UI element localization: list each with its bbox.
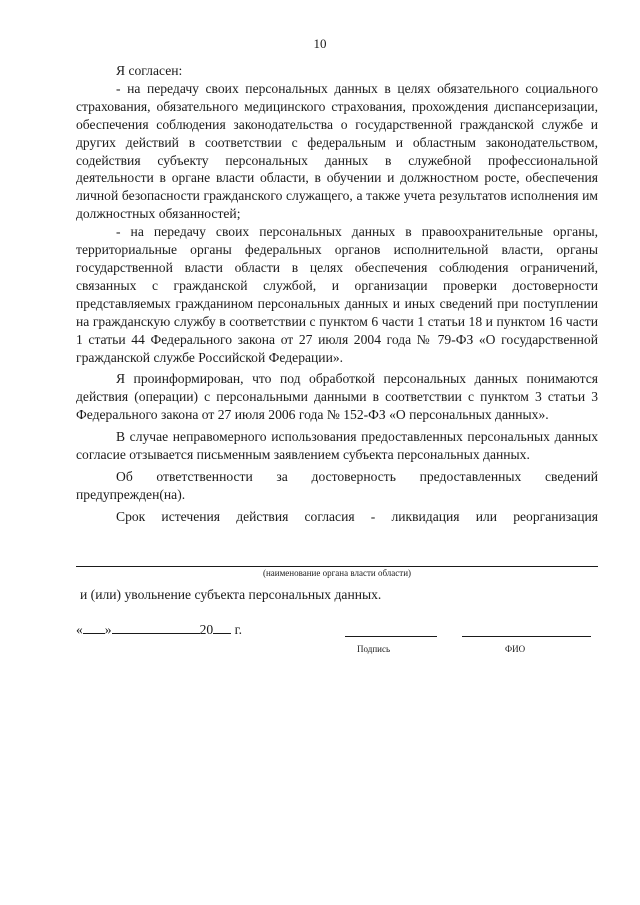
paragraph-withdrawal: В случае неправомерного использования предоставленных персональных данных согласие отзывается письменным заявлением субъекта персональных данных. (76, 429, 598, 463)
date-open-quote: « (76, 622, 83, 637)
year-suffix: г. (234, 622, 243, 637)
signature-blank-line[interactable] (345, 636, 437, 637)
paragraph-law-enforcement: - на передачу своих персональных данных в правоохранительные органы, территориальные органы федеральных органов исполнительной власти, органы государственной власти области в целях обеспечения соблюдения ограничений, связанных с гражданской службой, и организации проверки достоверности представляемых гражданином персональных данных и иных сведений при поступлении на гражданскую службу в соответствии с пунктом 6 части 1 статьи 18 и пунктом 16 части 1 статьи 44 Федерального закона от 27 июля 2004 года № 79-ФЗ «О государственной гражданской службе Российской Федерации». (76, 224, 598, 365)
consent-text (76, 62, 598, 526)
org-name-caption: (наименование органа власти области) (262, 568, 412, 578)
month-blank[interactable] (112, 620, 200, 634)
paragraph-social-insurance: - на передачу своих персональных данных в целях обязательного социального страхования, обязательного медицинского страхования, прохождения диспансеризации, обеспечения соблюдения законодательства о государственной гражданской службе и других действий в соответствии с федеральным и областным законодательством, содействия субъекту персональных данных в служебной профессиональной деятельности в органе власти области, в обучении и должностном росте, обеспечения личной безопасности гражданского служащего, а также учета результатов исполнения им должностных обязанностей; (76, 80, 598, 222)
year-blank[interactable] (213, 620, 231, 634)
date-close-quote: » (104, 622, 112, 637)
page-number: 10 (313, 36, 327, 51)
date-field (76, 620, 242, 638)
name-label: ФИО (505, 644, 526, 654)
year-prefix: 20 (199, 622, 214, 637)
paragraph-expiry: Срок истечения действия согласия - ликвидация или реорганизация (116, 508, 598, 524)
paragraph-processing-info: Я проинформирован, что под обработкой персональных данных понимаются действия (операции) с персональными данными в соответствии с пунктом 3 статьи 3 Федерального закона от 27 июля 2006 года № 152-ФЗ «О персональных данных». (76, 371, 598, 423)
consent-intro: Я согласен: (116, 63, 183, 78)
signature-label: Подпись (357, 644, 391, 654)
paragraph-responsibility: Об ответственности за достоверность предоставленных сведений предупрежден(на). (76, 468, 598, 502)
dismissal-text: и (или) увольнение субъекта персональных данных. (80, 587, 382, 602)
org-name-blank-line[interactable] (76, 566, 598, 567)
day-blank[interactable] (83, 620, 105, 634)
name-blank-line[interactable] (462, 636, 591, 637)
